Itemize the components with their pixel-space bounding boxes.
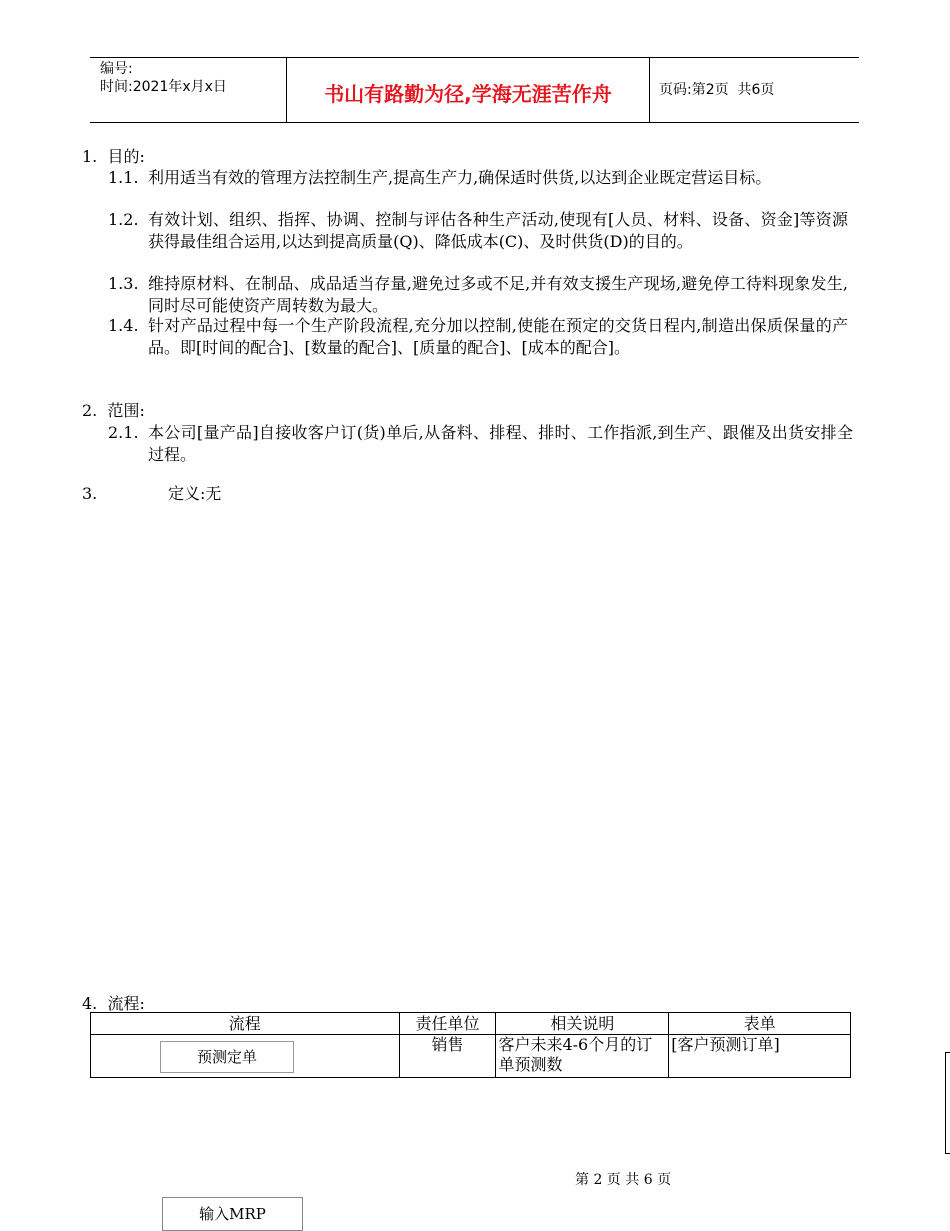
item-number: 1.1. xyxy=(108,168,139,187)
col-header-desc: 相关说明 xyxy=(496,1013,669,1035)
item-text: 利用适当有效的管理方法控制生产,提高生产力,确保适时供货,以达到企业既定营运目标。 xyxy=(148,168,772,187)
col-header-flow: 流程 xyxy=(91,1013,400,1035)
flow-box-forecast-order: 预测定单 xyxy=(160,1041,294,1073)
section-1-item-2 xyxy=(108,209,848,275)
header-time-label: 时间:2021年x月x日 xyxy=(100,79,227,95)
header-bottom-rule xyxy=(90,122,859,123)
section-3-text: 定义:无 xyxy=(168,484,222,503)
item-text: 有效计划、组织、指挥、协调、控制与评估各种生产活动,使现有[人员、材料、设备、资金]等资源获得最佳组合运用,以达到提高质量(Q)、降低成本(C)、及时供货(D)的目的。 xyxy=(148,210,848,251)
section-1-item-4 xyxy=(108,315,848,381)
cell-unit: 销售 xyxy=(399,1035,496,1078)
item-number: 1.4. xyxy=(108,316,139,335)
item-number: 2.1. xyxy=(108,423,139,442)
section-2-item-1 xyxy=(108,422,853,466)
footer-page-number: 第 2 页 共 6 页 xyxy=(575,1172,672,1188)
item-text: 维持原材料、在制品、成品适当存量,避免过多或不足,并有效支援生产现场,避免停工待料现象发生,同时尽可能使资产周转数为最大。 xyxy=(148,274,848,315)
section-1-item-1 xyxy=(108,167,848,211)
item-number: 1.3. xyxy=(108,274,139,293)
header-top-rule xyxy=(90,57,859,58)
header-divider-right xyxy=(649,57,650,122)
section-1-title: 1. 目的: xyxy=(82,147,145,166)
header-code-label: 编号: xyxy=(100,61,133,77)
table-row xyxy=(91,1035,851,1078)
cell-form: [客户预测订单] xyxy=(669,1035,851,1078)
cell-desc: 客户未来4-6个月的订单预测数 xyxy=(496,1035,669,1078)
item-text: 针对产品过程中每一个生产阶段流程,充分加以控制,使能在预定的交货日程内,制造出保质保量的产品。即[时间的配合]、[数量的配合]、[质量的配合]、[成本的配合]。 xyxy=(148,316,848,357)
header-motto: 书山有路勤为径,学海无涯苦作舟 xyxy=(324,82,612,106)
col-header-unit: 责任单位 xyxy=(399,1013,496,1035)
item-number: 1.2. xyxy=(108,210,139,229)
section-4-title: 4. 流程: xyxy=(82,994,145,1013)
section-1-item-3 xyxy=(108,273,848,317)
section-2-title: 2. 范围: xyxy=(82,401,145,420)
header-page-info: 页码:第2页 共6页 xyxy=(659,82,775,98)
edge-marker xyxy=(945,1052,950,1154)
section-3-number: 3. xyxy=(82,484,98,503)
table-header-row xyxy=(91,1013,851,1035)
cell-flow xyxy=(91,1035,400,1078)
flow-box-input-mrp: 输入MRP xyxy=(162,1197,303,1231)
process-table xyxy=(90,1012,851,1078)
col-header-form: 表单 xyxy=(669,1013,851,1035)
item-text: 本公司[量产品]自接收客户订(货)单后,从备料、排程、排时、工作指派,到生产、跟催及出货安排全过程。 xyxy=(148,423,853,464)
